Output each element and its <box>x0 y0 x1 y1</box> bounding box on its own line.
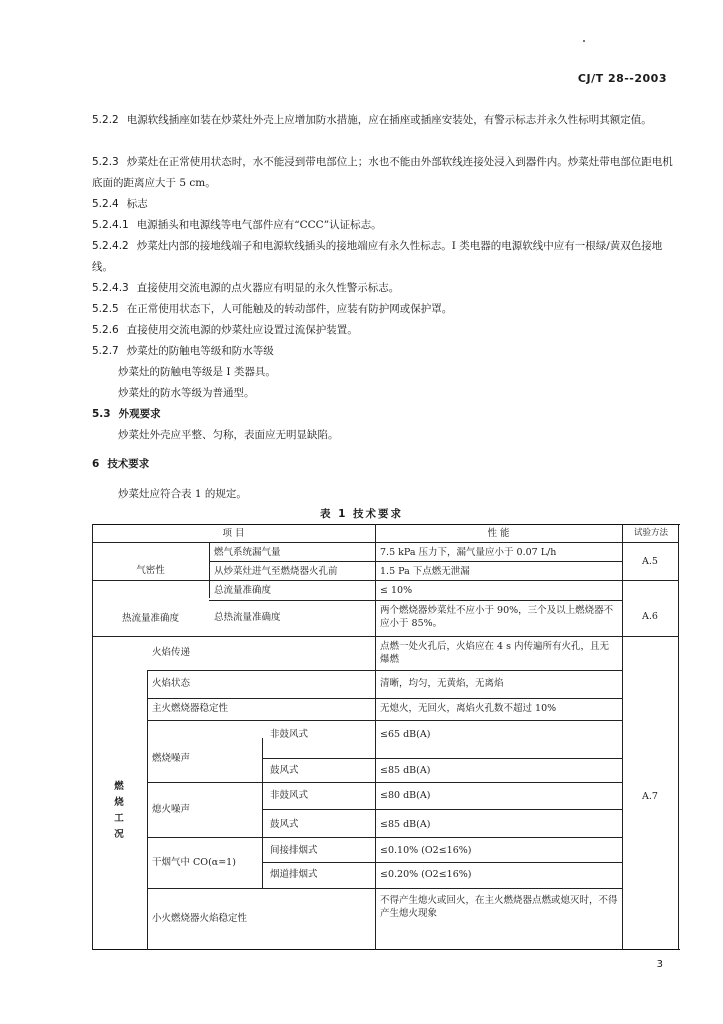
method-a6: A.6 <box>642 611 658 622</box>
col-line-method <box>622 524 623 950</box>
row-item: 火焰传递 <box>152 647 191 658</box>
col-line-perf <box>375 524 376 950</box>
clause-5-2-4: 5.2.4 标志 <box>92 198 148 210</box>
row-rule <box>209 561 622 562</box>
row-rule <box>262 862 622 863</box>
row-sub-item: 烟道排烟式 <box>270 869 318 880</box>
row-item: 燃气系统漏气量 <box>214 547 281 558</box>
row-item: 小火燃烧器火焰稳定性 <box>152 913 248 924</box>
row-perf: ≤0.20% (O2≤16%) <box>380 869 472 880</box>
technical-requirements-table <box>92 524 680 950</box>
row-rule <box>147 670 622 671</box>
col-line-group-top <box>209 542 210 598</box>
col-line-group-combustion <box>147 670 148 950</box>
row-item: 燃烧噪声 <box>152 753 191 764</box>
group-combustion: 燃烧工况 <box>114 781 124 840</box>
row-item: 熄火噪声 <box>152 804 191 815</box>
clause-5-2-7: 5.2.7 炒菜灶的防触电等级和防水等级 <box>92 345 274 357</box>
row-rule <box>92 580 678 581</box>
section-6-heading: 6 技术要求 <box>92 458 150 470</box>
standard-code: CJ/T 28--2003 <box>577 72 667 85</box>
row-sub-item: 鼓风式 <box>270 765 299 776</box>
scan-speck <box>583 40 585 42</box>
group-heat-flow: 热流量准确度 <box>121 613 179 624</box>
row-rule <box>209 600 622 601</box>
clause-5-2-4-2: 5.2.4.2 炒菜灶内部的接地线端子和电源软线插头的接地端应有永久性标志。I 类电器的电源软线中应有一根绿/黄双色接地线。 <box>92 240 663 273</box>
row-item: 总热流量准确度 <box>214 612 281 623</box>
group-gas-tightness: 气密性 <box>136 565 165 576</box>
row-rule <box>147 782 622 783</box>
row-perf: ≤65 dB(A) <box>380 729 431 740</box>
row-sub-item: 非鼓风式 <box>270 790 309 801</box>
clause-5-2-3: 5.2.3 炒菜灶在正常使用状态时，水不能浸到带电部位上；水也不能由外部软线连接处浸入到器件内。炒菜灶带电部位距电机底面的距离应大于 5 cm。 <box>92 156 673 189</box>
row-perf: ≤80 dB(A) <box>380 790 431 801</box>
clause-5-2-4-1: 5.2.4.1 电源插头和电源线等电气部件应有“CCC”认证标志。 <box>92 219 382 231</box>
page-number: 3 <box>656 959 663 970</box>
header-perf: 性 能 <box>487 528 510 539</box>
clause-5-2-5: 5.2.5 在正常使用状态下，人可能触及的转动部件，应装有防护网或保护罩。 <box>92 303 453 315</box>
row-item: 总流量准确度 <box>214 585 272 596</box>
row-perf: ≤0.10% (O2≤16%) <box>380 845 472 856</box>
row-rule <box>92 636 678 637</box>
clause-5-2-7-class: 炒菜灶的防触电等级是 I 类器具。 <box>118 366 276 378</box>
row-perf: ≤ 10% <box>380 585 413 596</box>
row-perf: 两个燃烧器炒菜灶不应小于 90%，三个及以上燃烧器不应小于 85%。 <box>380 605 614 629</box>
row-sub-item: 鼓风式 <box>270 819 299 830</box>
method-a5: A.5 <box>642 556 658 567</box>
clause-5-2-7-water: 炒菜灶的防水等级为普通型。 <box>118 387 255 399</box>
row-perf: ≤85 dB(A) <box>380 819 431 830</box>
row-perf: 不得产生熄火或回火，在主火燃烧器点燃或熄灭时，不得产生熄火现象 <box>380 895 618 919</box>
clause-5-2-2: 5.2.2 电源软线插座如装在炒菜灶外壳上应增加防水措施，应在插座或插座安装处，有警示标志并永久性标明其额定值。 <box>92 114 652 126</box>
clause-5-2-4-3: 5.2.4.3 直接使用交流电源的点火器应有明显的永久性警示标志。 <box>92 282 400 294</box>
header-method: 试验方法 <box>633 528 668 538</box>
row-item: 干烟气中 CO(α=1) <box>152 857 236 868</box>
row-perf: 点燃一处火孔后，火焰应在 4 s 内传遍所有火孔，且无爆燃 <box>380 641 609 665</box>
header-rule <box>92 542 678 543</box>
row-perf: ≤85 dB(A) <box>380 765 431 776</box>
row-rule <box>147 720 622 721</box>
section-6-text: 炒菜灶应符合表 1 的规定。 <box>118 488 247 500</box>
row-perf: 7.5 kPa 压力下，漏气量应小于 0.07 L/h <box>380 547 557 558</box>
method-a7: A.7 <box>642 791 658 802</box>
row-rule <box>147 837 622 838</box>
row-item: 主火燃烧器稳定性 <box>152 703 229 714</box>
clause-5-3-heading: 5.3 外观要求 <box>92 408 161 420</box>
row-perf: 无熄火，无回火，离焰火孔数不超过 10% <box>380 703 557 714</box>
row-rule <box>147 698 622 699</box>
row-item: 火焰状态 <box>152 678 191 689</box>
table-caption: 表 1 技术要求 <box>319 508 404 520</box>
header-item: 项 目 <box>222 528 245 539</box>
clause-5-2-6: 5.2.6 直接使用交流电源的炒菜灶应设置过流保护装置。 <box>92 324 358 336</box>
table-left-edge <box>92 524 93 950</box>
row-item: 从炒菜灶进气至燃烧器火孔前 <box>214 566 338 577</box>
row-perf: 清晰，均匀，无黄焰，无离焰 <box>380 678 504 689</box>
row-rule <box>147 888 622 889</box>
row-rule <box>262 758 622 759</box>
table-right-edge <box>678 524 679 950</box>
row-rule <box>262 809 622 810</box>
row-sub-item: 间接排烟式 <box>270 845 318 856</box>
clause-5-3-text: 炒菜灶外壳应平整、匀称，表面应无明显缺陷。 <box>118 429 339 441</box>
row-perf: 1.5 Pa 下点燃无泄漏 <box>380 566 470 577</box>
col-line-sub <box>262 738 263 888</box>
row-sub-item: 非鼓风式 <box>270 729 309 740</box>
